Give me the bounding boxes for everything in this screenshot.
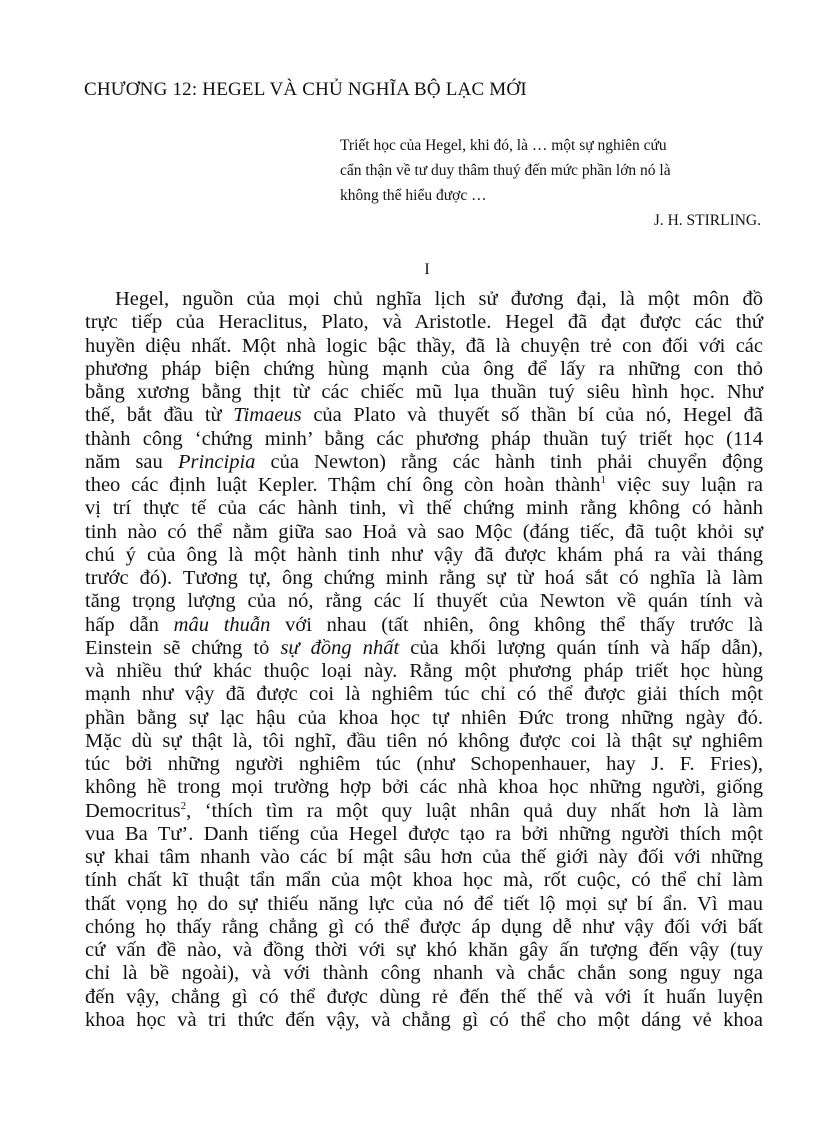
text-line bbox=[85, 800, 763, 823]
footnote-ref[interactable]: 2 bbox=[180, 799, 187, 812]
text-line bbox=[85, 614, 763, 637]
italic-term: mâu thuẫn bbox=[173, 613, 271, 636]
text-line: thất vọng họ do sự thiếu năng lực của nó để tiết lộ mọi sự bí ẩn. Vì mau bbox=[85, 892, 763, 915]
text-line bbox=[85, 637, 763, 660]
italic-term: sự đồng nhất bbox=[280, 636, 400, 659]
text-line: không hề trong mọi trường hợp bởi các nhà khoa học những người, giống bbox=[85, 776, 763, 799]
text-line: chỉ là bề ngoài), và với thành công nhanh và chắc chắn song nguy nga bbox=[85, 962, 763, 985]
text-line: thành công ‘chứng minh’ bằng các phương pháp thuần tuý triết học (114 bbox=[85, 427, 763, 450]
chapter-title: CHƯƠNG 12: HEGEL VÀ CHỦ NGHĨA BỘ LẠC MỚI bbox=[84, 79, 527, 100]
text-line bbox=[85, 404, 763, 427]
text-line: khoa học và tri thức đến vậy, và chẳng gì có thể cho một dáng vẻ khoa bbox=[85, 1008, 763, 1031]
section-number: I bbox=[424, 261, 430, 278]
text-line: Mặc dù sự thật là, tôi nghĩ, đầu tiên nó không được coi là thật sự nghiêm bbox=[85, 729, 763, 752]
text-line: chóng họ thấy rằng chẳng gì có thể được áp dụng dễ như vậy đối với bất bbox=[85, 915, 763, 938]
epigraph-line: Triết học của Hegel, khi đó, là … một sự nghiên cứu bbox=[340, 137, 667, 154]
epigraph-author: J. H. STIRLING. bbox=[653, 212, 761, 229]
text-run: thế, bắt đầu từ bbox=[85, 404, 234, 427]
text-run: của Newton) rằng các hành tinh phải chuyển động bbox=[255, 450, 763, 473]
text-line: phương pháp biện chứng hùng mạnh của ông để lấy ra những con thỏ bbox=[85, 357, 763, 380]
text-line: tinh nào có thể nằm giữa sao Hoả và sao Mộc (đáng tiếc, đã tuột khỏi sự bbox=[85, 520, 763, 543]
text-line: trước đó). Tương tự, ông chứng minh rằng sự từ hoá sắt có nghĩa là làm bbox=[85, 567, 763, 589]
text-run: với nhau (tất nhiên, ông không thể thấy trước là bbox=[270, 613, 764, 636]
text-run: theo các định luật Kepler. Thậm chí ông còn hoàn thành bbox=[85, 474, 601, 496]
text-line: Hegel, nguồn của mọi chủ nghĩa lịch sử đương đại, là một môn đồ bbox=[115, 288, 763, 310]
footnote-ref[interactable]: 1 bbox=[600, 474, 607, 486]
text-run: của khối lượng quán tính và hấp dẫn), bbox=[399, 636, 764, 659]
text-line: tính chất kĩ thuật tẩn mẩn của một khoa học mà, rốt cuộc, có thể chỉ làm bbox=[85, 869, 763, 892]
epigraph-line: cẩn thận về tư duy thâm thuý đến mức phần lớn nó là bbox=[340, 162, 671, 179]
text-run: năm sau bbox=[85, 450, 178, 473]
text-line: túc bởi những người nghiêm túc (như Schopenhauer, hay J. F. Fries), bbox=[85, 753, 763, 775]
text-line: cứ vấn đề nào, và đồng thời với sự khó khăn gây ấn tượng đến vậy (tuy bbox=[85, 939, 763, 961]
text-line bbox=[85, 474, 763, 497]
text-run: Democritus bbox=[85, 799, 181, 822]
epigraph bbox=[340, 133, 765, 233]
text-line: và nhiều thứ khác thuộc loại này. Rằng một phương pháp triết học hùng bbox=[85, 660, 763, 682]
text-line: huyền diệu nhất. Một nhà logic bậc thầy, đã là chuyện trẻ con đối với các bbox=[85, 334, 763, 357]
epigraph-line: không thể hiểu được … bbox=[340, 187, 487, 204]
text-line: vua Ba Tư’. Danh tiếng của Hegel được tạo ra bởi những người thích một bbox=[85, 822, 763, 845]
text-line: phần bằng sự lạc hậu của khoa học tự nhiên Đức trong những ngày đó. bbox=[85, 706, 763, 729]
text-run: của Plato và thuyết số thần bí của nó, Hegel đã bbox=[301, 404, 764, 427]
text-line: bằng xương bằng thịt từ các chiếc mũ lụa thuần tuý siêu hình học. Như bbox=[85, 381, 763, 403]
body-text bbox=[85, 288, 763, 1032]
text-run: Einstein sẽ chứng tỏ bbox=[85, 636, 281, 659]
text-line: mạnh như vậy đã được coi là nghiêm túc chỉ có thể được giải thích một bbox=[85, 683, 763, 706]
text-line: vị trí thực tế của các hành tinh, vì thế chứng minh rằng không có hành bbox=[85, 497, 763, 520]
text-line: chú ý của ông là một hành tinh như vậy đã được khám phá ra vài tháng bbox=[85, 543, 763, 566]
italic-title: Principia bbox=[177, 450, 256, 473]
text-line: đến vậy, chẳng gì có thể được dùng rẻ đến thế thế và với ít huấn luyện bbox=[85, 985, 763, 1008]
italic-title: Timaeus bbox=[233, 404, 302, 427]
text-line: trực tiếp của Heraclitus, Plato, và Aristotle. Hegel đã đạt được các thứ bbox=[85, 311, 763, 334]
text-run: hấp dẫn bbox=[85, 613, 174, 636]
text-run: , ‘thích tìm ra một quy luật nhân quả duy nhất hơn là làm bbox=[186, 799, 763, 822]
text-line: tăng trọng lượng của nó, rằng các lí thuyết của Newton về quán tính và bbox=[85, 590, 763, 613]
text-line: sự khai tâm nhanh vào các bí mật sâu hơn của thế giới này đối với những bbox=[85, 846, 763, 868]
text-run: việc suy luận ra bbox=[606, 474, 763, 496]
text-line bbox=[85, 451, 763, 474]
